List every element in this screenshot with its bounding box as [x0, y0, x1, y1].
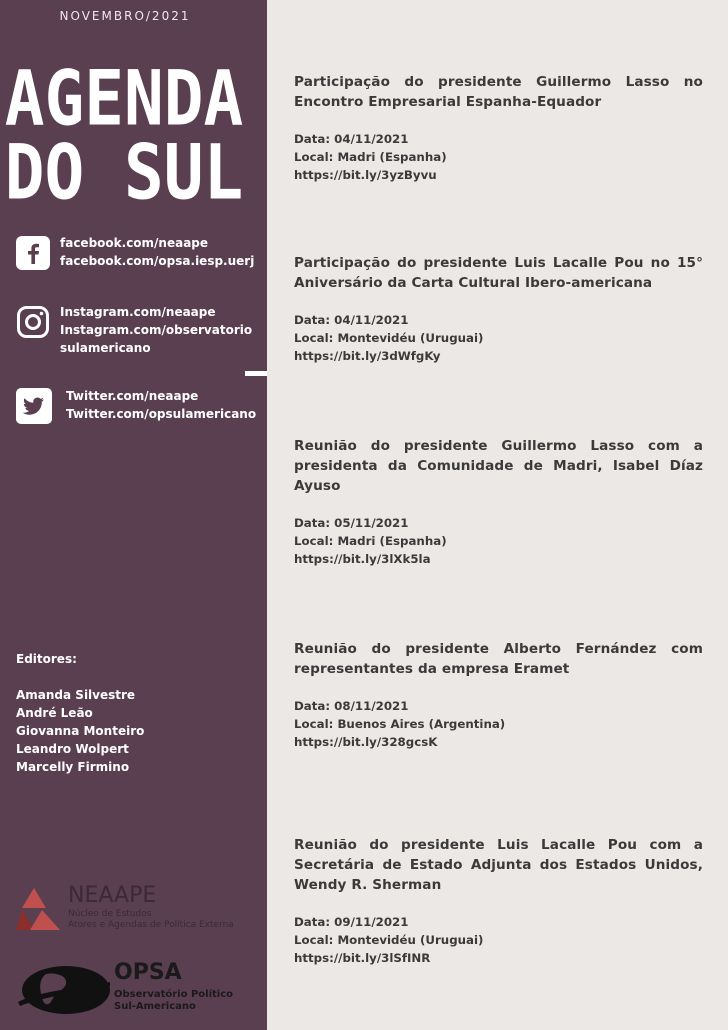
event-date: Data: 08/11/2021 [294, 699, 409, 713]
opsa-subtitle-2: Sul-Americano [114, 1001, 196, 1012]
instagram-link-1[interactable]: Instagram.com/neaape [60, 305, 216, 319]
instagram-icon [16, 305, 50, 339]
event-date: Data: 09/11/2021 [294, 915, 409, 929]
event-date: Data: 04/11/2021 [294, 132, 409, 146]
editor-name: Amanda Silvestre [16, 688, 136, 702]
opsa-logo [16, 958, 256, 1020]
instagram-link-2-cont[interactable]: sulamericano [60, 341, 151, 355]
neaape-name: NEAAPE [68, 883, 157, 908]
editor-name: Leandro Wolpert [16, 742, 129, 756]
neaape-logo [16, 882, 256, 932]
opsa-name: OPSA [114, 960, 182, 985]
facebook-icon [16, 236, 50, 270]
event-item [294, 253, 703, 365]
event-title: Reunião do presidente Guillermo Lasso com a presidenta da Comunidade de Madri, Isabel Díaz Ayuso [294, 438, 703, 494]
twitter-link-2[interactable]: Twitter.com/opsulamericano [66, 407, 257, 421]
issue-date: NOVEMBRO/2021 [59, 9, 191, 23]
event-link[interactable]: https://bit.ly/3lXk5la [294, 552, 431, 566]
facebook-link-1[interactable]: facebook.com/neaape [60, 236, 209, 250]
twitter-link-1[interactable]: Twitter.com/neaape [66, 389, 199, 403]
divider-dash [245, 371, 267, 376]
event-date: Data: 04/11/2021 [294, 313, 409, 327]
editor-name: André Leão [16, 706, 93, 720]
neaape-subtitle-1: Núcleo de Estudos [68, 909, 152, 919]
event-place: Local: Montevidéu (Uruguai) [294, 933, 484, 947]
opsa-subtitle-1: Observatório Político [114, 989, 234, 1000]
twitter-icon [16, 388, 52, 424]
event-item [294, 436, 703, 568]
instagram-link-2[interactable]: Instagram.com/observatorio [60, 323, 253, 337]
event-link[interactable]: https://bit.ly/3lSfINR [294, 951, 431, 965]
event-title: Reunião do presidente Alberto Fernández com representantes da empresa Eramet [294, 641, 703, 677]
facebook-link-2[interactable]: facebook.com/opsa.iesp.uerj [60, 254, 255, 268]
event-place: Local: Montevidéu (Uruguai) [294, 331, 484, 345]
neaape-logo-icon [16, 886, 62, 930]
editor-name: Marcelly Firmino [16, 760, 130, 774]
editors-label: Editores: [16, 652, 77, 666]
neaape-subtitle-2: Atores e Agendas de Política Externa [68, 920, 234, 930]
title-line-1: AGENDA [4, 54, 244, 143]
event-place: Local: Buenos Aires (Argentina) [294, 717, 506, 731]
event-link[interactable]: https://bit.ly/3dWfgKy [294, 349, 441, 363]
event-item [294, 639, 703, 751]
title-line-2: DO SUL [4, 128, 244, 217]
event-date: Data: 05/11/2021 [294, 516, 409, 530]
event-title: Participação do presidente Luis Lacalle Pou no 15° Aniversário da Carta Cultural Ibero-americana [294, 255, 703, 291]
event-link[interactable]: https://bit.ly/3yzByvu [294, 168, 437, 182]
event-title: Participação do presidente Guillermo Lasso no Encontro Empresarial Espanha-Equador [294, 74, 703, 110]
event-place: Local: Madri (Espanha) [294, 150, 447, 164]
event-item [294, 835, 703, 967]
event-place: Local: Madri (Espanha) [294, 534, 447, 548]
opsa-globe-icon [16, 962, 112, 1016]
editors-block [16, 650, 144, 776]
event-title: Reunião do presidente Luis Lacalle Pou com a Secretária de Estado Adjunta dos Estados Unidos, Wendy R. Sherman [294, 837, 703, 893]
editor-name: Giovanna Monteiro [16, 724, 145, 738]
sidebar [0, 0, 267, 1030]
event-item [294, 72, 703, 184]
event-link[interactable]: https://bit.ly/328gcsK [294, 735, 438, 749]
